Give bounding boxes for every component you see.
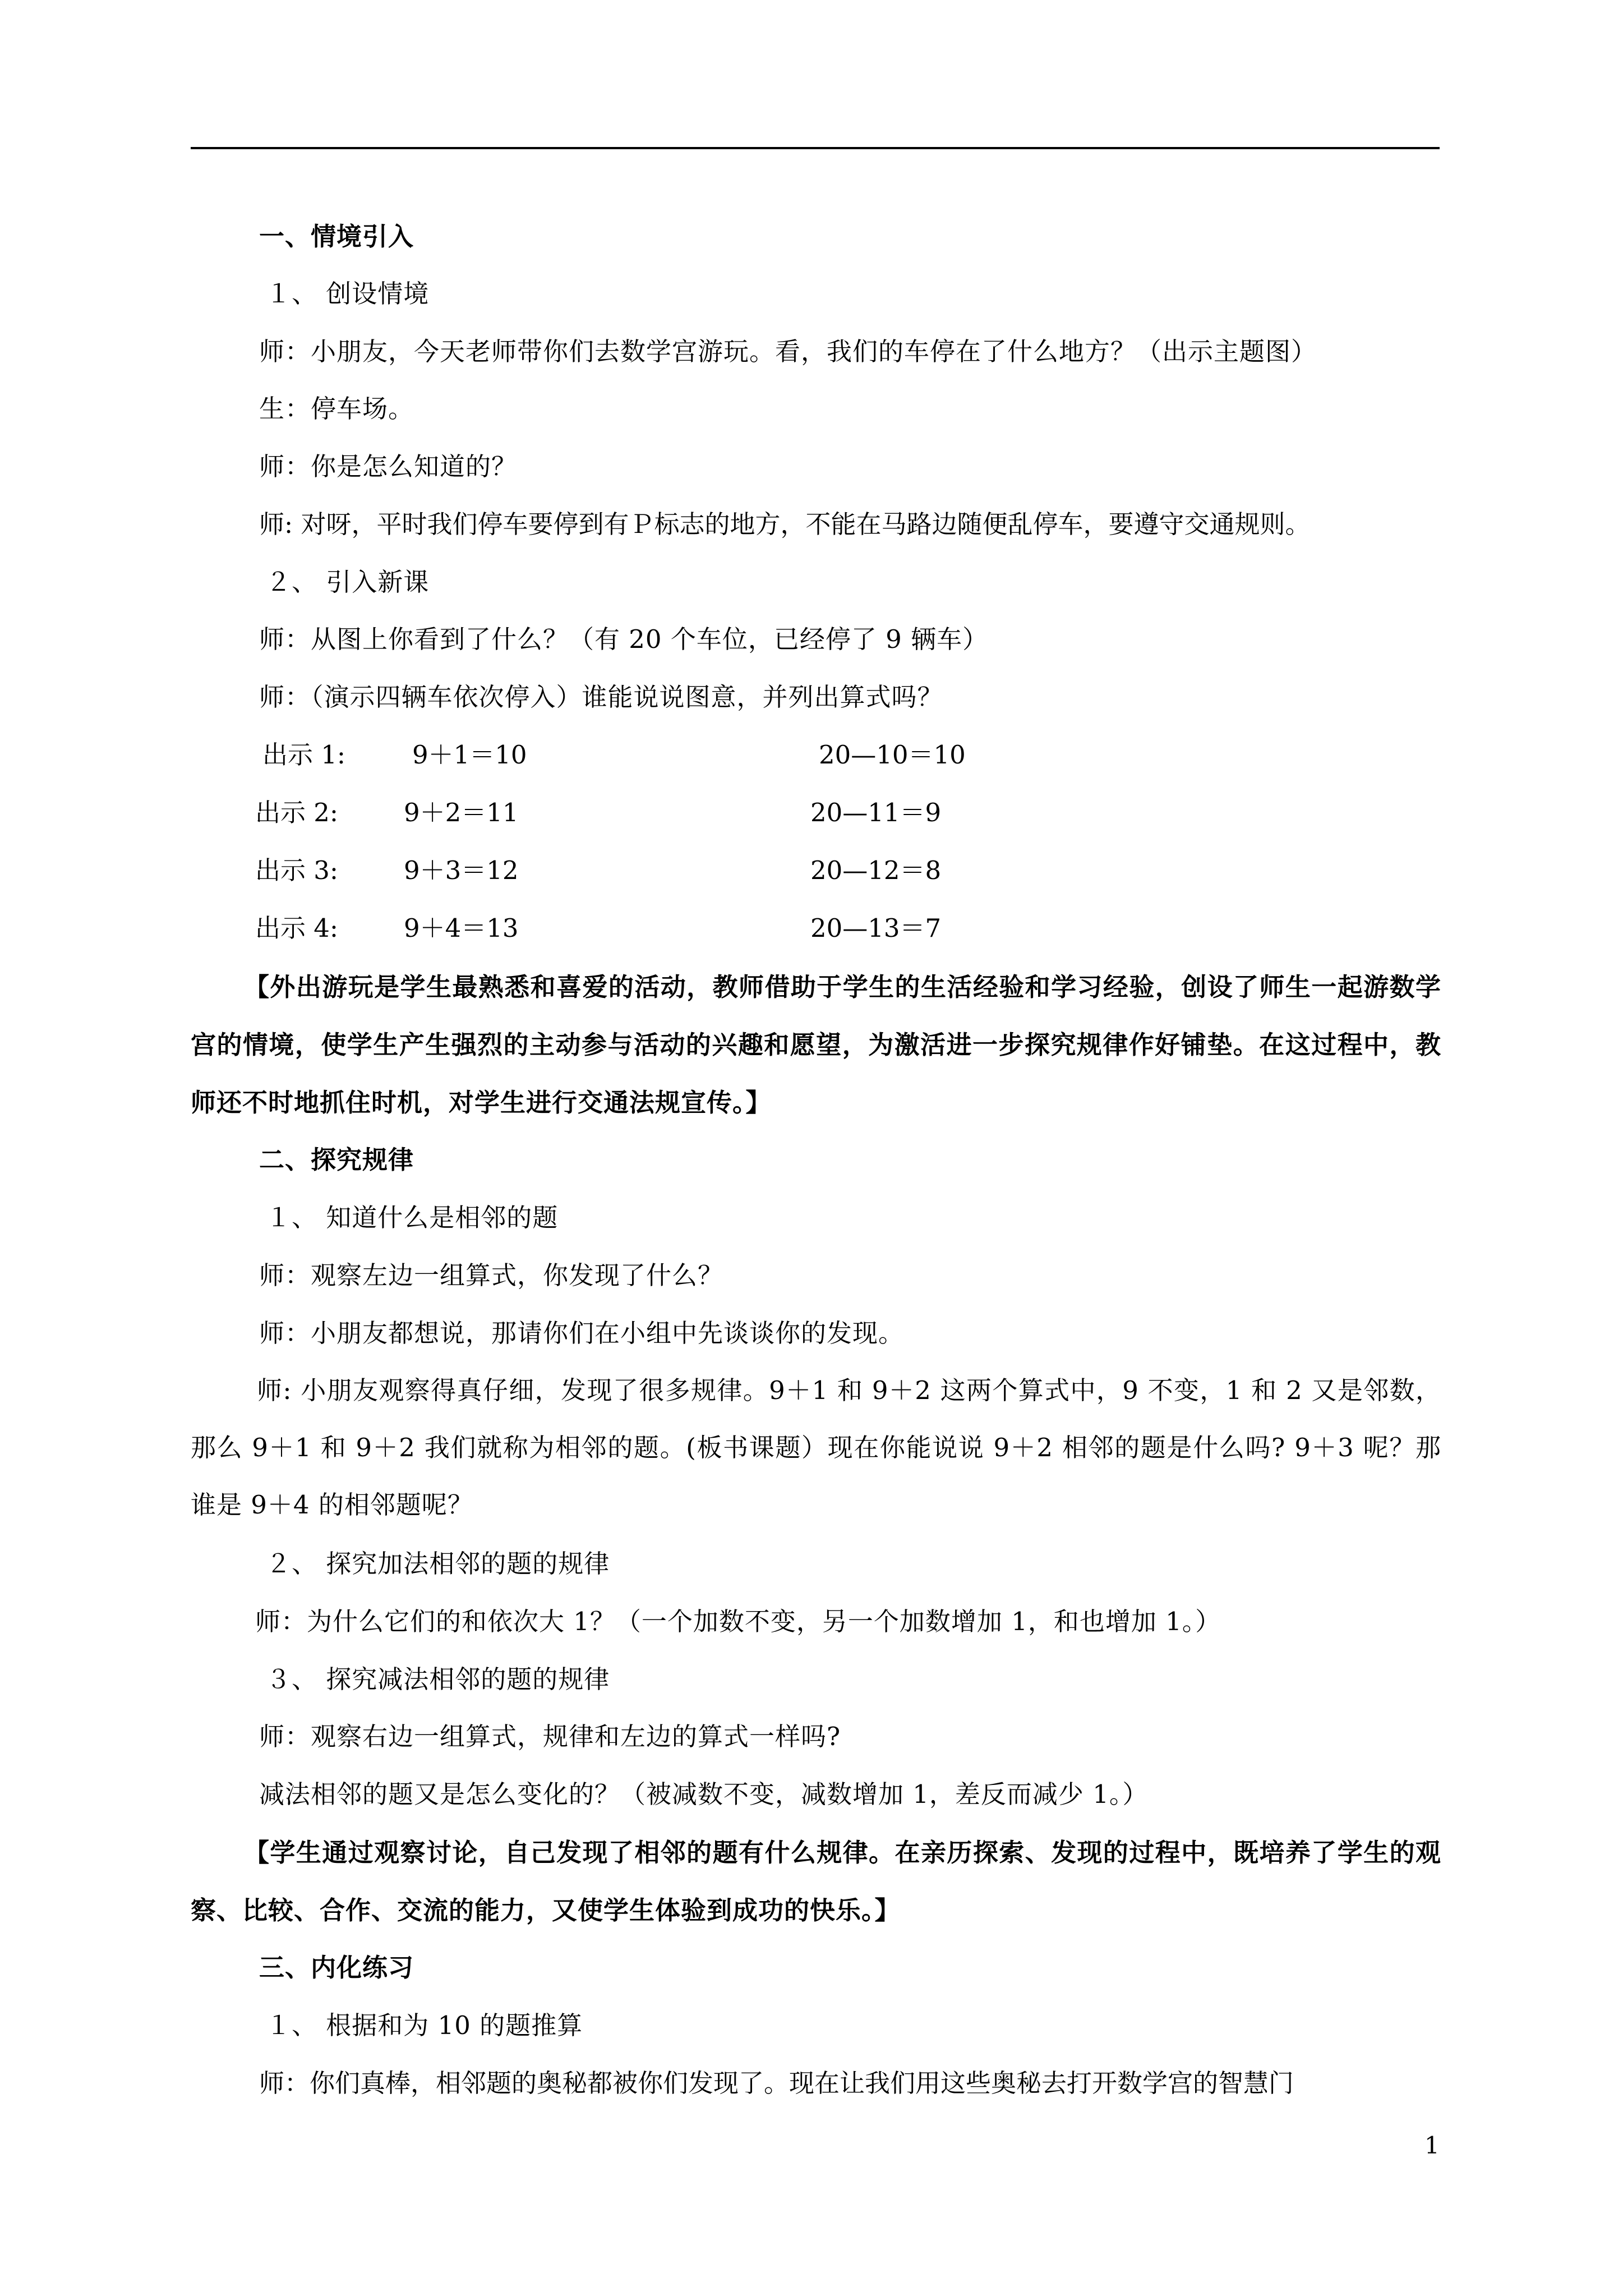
subheading-2-1: １、 知道什么是相邻的题 <box>266 1203 559 1232</box>
subheading-1-2: ２、 引入新课 <box>266 567 430 597</box>
subheading-3-1: １、 根据和为 10 的题推算 <box>266 2010 583 2040</box>
text-line: 师：为什么它们的和依次大 1？（一个加数不变，另一个加数增加 1，和也增加 1。） <box>255 1607 1221 1636</box>
addition-equation: 9＋4＝13 <box>404 913 519 943</box>
subtraction-equation: 20—11＝9 <box>810 798 942 827</box>
text-line: 师：从图上你看到了什么？（有 20 个车位，已经停了 9 辆车） <box>259 624 989 654</box>
text-line: 师：（演示四辆车依次停入）谁能说说图意，并列出算式吗？ <box>259 682 943 712</box>
text-line: 师：观察左边一组算式，你发现了什么？ <box>259 1260 724 1290</box>
subheading-2-2: ２、 探究加法相邻的题的规律 <box>266 1549 610 1579</box>
addition-equation: 9＋2＝11 <box>404 798 519 827</box>
text-line: 师：观察右边一组算式，规律和左边的算式一样吗? <box>259 1722 841 1751</box>
show-label: 出示 4: <box>255 913 339 943</box>
section-heading-3: 三、内化练习 <box>259 1953 414 1982</box>
show-label: 出示 1: <box>262 740 346 770</box>
show-label: 出示 2: <box>255 798 339 827</box>
text-line: 师: 对呀，平时我们停车要停到有Ｐ标志的地方，不能在马路边随便乱停车，要遵守交通规则。 <box>259 509 1311 539</box>
subtraction-equation: 20—12＝8 <box>810 855 942 885</box>
addition-equation: 9＋3＝12 <box>404 855 519 885</box>
section-heading-1: 一、情境引入 <box>259 222 414 251</box>
subheading-1-1: １、 创设情境 <box>266 279 430 309</box>
section-heading-2: 二、探究规律 <box>259 1145 414 1175</box>
text-line: 师：小朋友都想说，那请你们在小组中先谈谈你的发现。 <box>259 1318 905 1348</box>
commentary-note-1: 【外出游玩是学生最熟悉和喜爱的活动，教师借助于学生的生活经验和学习经验，创设了师生一起游数学宫的情境，使学生产生强烈的主动参与活动的兴趣和愿望，为激活进一步探究规律作好铺垫。在这过程中，教师还不时地抓住时机，对学生进行交通法规宣传。】 <box>191 972 1441 1117</box>
addition-equation: 9＋1＝10 <box>412 740 527 770</box>
subtraction-equation: 20—10＝10 <box>819 740 966 770</box>
commentary-note-2: 【学生通过观察讨论，自己发现了相邻的题有什么规律。在亲历探索、发现的过程中，既培养了学生的观察、比较、合作、交流的能力，又使学生体验到成功的快乐。】 <box>191 1838 1441 1925</box>
text-line: 减法相邻的题又是怎么变化的？（被减数不变，减数增加 1，差反而减少 1。） <box>259 1779 1149 1809</box>
subheading-2-3: ３、 探究减法相邻的题的规律 <box>266 1664 610 1694</box>
text-line: 师：你们真棒，相邻题的奥秘都被你们发现了。现在让我们用这些奥秘去打开数学宫的智慧门 <box>259 2068 1294 2098</box>
subtraction-equation: 20—13＝7 <box>810 913 942 943</box>
show-label: 出示 3: <box>255 855 339 885</box>
text-line: 生：停车场。 <box>259 394 414 424</box>
header-rule <box>191 147 1440 149</box>
page-number: 1 <box>1424 2132 1440 2159</box>
text-line: 师：小朋友，今天老师带你们去数学宫游玩。看，我们的车停在了什么地方？（出示主题图） <box>259 337 1317 366</box>
text-line: 师：你是怎么知道的？ <box>259 452 518 481</box>
text-paragraph: 师: 小朋友观察得真仔细，发现了很多规律。9＋1 和 9＋2 这两个算式中，9 不变，1 和 2 又是邻数，那么 9＋1 和 9＋2 我们就称为相邻的题。(板书课题）现在你能说说 9＋2 相邻的题是什么吗? 9＋3 呢？那谁是 9＋4 的相邻题呢？ <box>191 1375 1441 1520</box>
